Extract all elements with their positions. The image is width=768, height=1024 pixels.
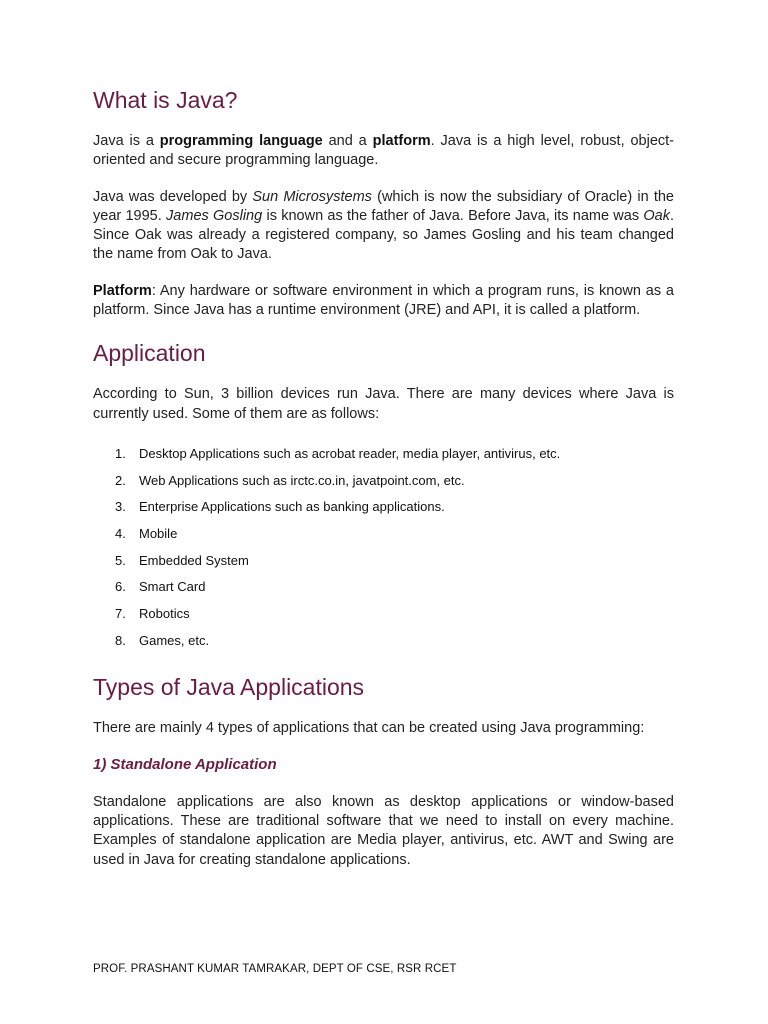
list-item: 5. Embedded System (115, 552, 249, 568)
paragraph-platform-definition: Platform: Any hardware or software environment in which a program runs, is known as a platform. Since Java has a runtime environment (JRE) and API, it is called a platform. (93, 282, 674, 319)
heading-what-is-java: What is Java? (93, 87, 238, 113)
subheading-standalone-application: 1) Standalone Application (93, 755, 277, 773)
paragraph-java-history: Java was developed by Sun Microsystems (which is now the subsidiary of Oracle) in the year 1995. James Gosling is known as the father of Java. Before Java, its name was Oak. Since Oak was already a registered company, so James Gosling and his team changed the name from Oak to Java. (93, 188, 674, 263)
list-item: 8. Games, etc. (115, 632, 210, 648)
heading-application: Application (93, 340, 206, 367)
page-footer: PROF. PRASHANT KUMAR TAMRAKAR, DEPT OF CSE, RSR RCET (93, 963, 457, 975)
paragraph-types-intro: There are mainly 4 types of applications that can be created using Java programming: (93, 719, 645, 736)
list-item: 7. Robotics (115, 606, 190, 622)
list-item: 1. Desktop Applications such as acrobat reader, media player, antivirus, etc. (115, 445, 561, 461)
list-item: 6. Smart Card (115, 579, 206, 595)
document-page (93, 84, 674, 887)
heading-types-of-java-applications: Types of Java Applications (93, 673, 365, 700)
paragraph-standalone-application: Standalone applications are also known as desktop applications or window-based applications. These are traditional software that we need to install on every machine. Examples of standalone application are Media player, antivirus, etc. AWT and Swing are used in Java for creating standalone applications. (93, 793, 674, 868)
paragraph-java-definition: Java is a programming language and a platform. Java is a high level, robust, object-oriented and secure programming language. (93, 133, 675, 169)
list-item: 4. Mobile (115, 526, 178, 542)
application-list (93, 441, 674, 655)
list-item: 3. Enterprise Applications such as banking applications. (115, 499, 445, 515)
list-item: 2. Web Applications such as irctc.co.in, javatpoint.com, etc. (115, 472, 465, 488)
paragraph-application-intro: According to Sun, 3 billion devices run Java. There are many devices where Java is currently used. Some of them are as follows: (93, 386, 674, 422)
